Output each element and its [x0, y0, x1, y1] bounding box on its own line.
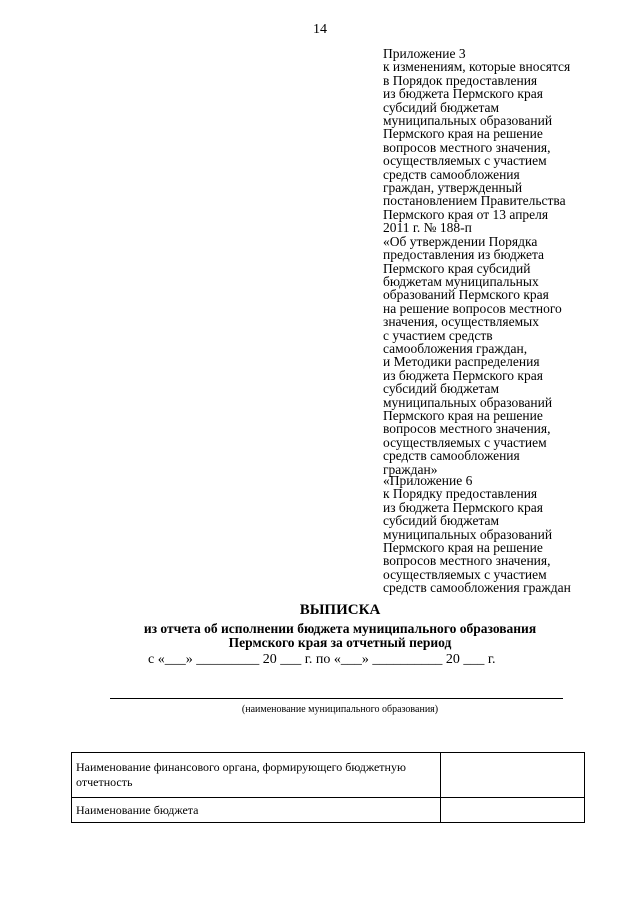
annex-line: значения, осуществляемых — [383, 314, 539, 330]
annex-line: граждан, утвержденный — [383, 180, 523, 196]
annex-line: самообложения граждан, — [383, 340, 528, 356]
table-row — [72, 753, 585, 798]
annex-line: Пермского края субсидий — [383, 260, 531, 276]
annex-line: к Порядку предоставления — [383, 486, 538, 502]
annex-line: осуществляемых с участием — [383, 434, 547, 450]
annex-3-header — [383, 47, 570, 476]
annex-line: средств самообложения — [383, 448, 520, 464]
annex-line: «Приложение 6 — [383, 473, 473, 488]
annex-line: и Методики распределения — [383, 354, 540, 370]
annex-line: субсидий бюджетам — [383, 99, 500, 115]
annex-line: осуществляемых с участием — [383, 566, 547, 582]
annex-line: муниципальных образований — [383, 394, 553, 410]
annex-line: Пермского края от 13 апреля — [383, 206, 549, 222]
table-row — [72, 798, 585, 823]
annex-line: постановлением Правительства — [383, 193, 566, 209]
page-number: 14 — [313, 22, 327, 37]
annex-line: субсидий бюджетам — [383, 513, 500, 529]
annex-line: к изменениям, которые вносятся — [383, 59, 571, 75]
annex-line: «Об утверждении Порядка — [383, 233, 538, 249]
document-subtitle — [0, 622, 640, 649]
annex-line: вопросов местного значения, — [383, 139, 551, 155]
annex-line: средств самообложения — [383, 166, 520, 182]
annex-line: Пермского края на решение — [383, 126, 543, 142]
annex-line: осуществляемых с участием — [383, 153, 547, 169]
financial-body-value-cell — [441, 753, 585, 798]
annex-line: граждан» — [383, 461, 438, 477]
annex-line: бюджетам муниципальных — [383, 273, 539, 289]
annex-line: из бюджета Пермского края — [383, 367, 543, 383]
annex-line: Приложение 3 — [383, 46, 466, 61]
document-title: ВЫПИСКА — [299, 602, 381, 618]
annex-line: Пермского края на решение — [383, 540, 543, 556]
annex-line: из бюджета Пермского края — [383, 499, 543, 515]
annex-line: образований Пермского края — [383, 287, 549, 303]
annex-line: вопросов местного значения, — [383, 553, 551, 569]
municipality-name-line — [110, 698, 563, 699]
subtitle-line-2: Пермского края за отчетный период — [228, 634, 452, 650]
financial-body-label: Наименование финансового органа, формирующего бюджетную отчетность — [72, 753, 441, 798]
reporting-period-line: с «___» _________ 20 ___ г. по «___» __________ 20 ___ г. — [148, 652, 496, 667]
annex-line: в Порядок предоставления — [383, 72, 538, 88]
annex-line: муниципальных образований — [383, 526, 553, 542]
municipality-name-caption: (наименование муниципального образования) — [241, 704, 439, 715]
annex-line: на решение вопросов местного — [383, 300, 562, 316]
annex-line: с участием средств — [383, 327, 493, 343]
annex-6-header — [383, 474, 571, 595]
subtitle-line-1: из отчета об исполнении бюджета муниципального образования — [143, 621, 537, 636]
annex-line: Пермского края на решение — [383, 407, 543, 423]
annex-line: муниципальных образований — [383, 113, 553, 129]
annex-line: из бюджета Пермского края — [383, 86, 543, 102]
annex-line: вопросов местного значения, — [383, 421, 551, 437]
annex-line: средств самообложения граждан — [383, 580, 571, 596]
budget-name-label: Наименование бюджета — [72, 798, 441, 823]
annex-line: предоставления из бюджета — [383, 247, 545, 263]
annex-line: субсидий бюджетам — [383, 381, 500, 397]
budget-name-value-cell — [441, 798, 585, 823]
annex-line: 2011 г. № 188-п — [383, 220, 472, 236]
info-table — [71, 752, 585, 823]
